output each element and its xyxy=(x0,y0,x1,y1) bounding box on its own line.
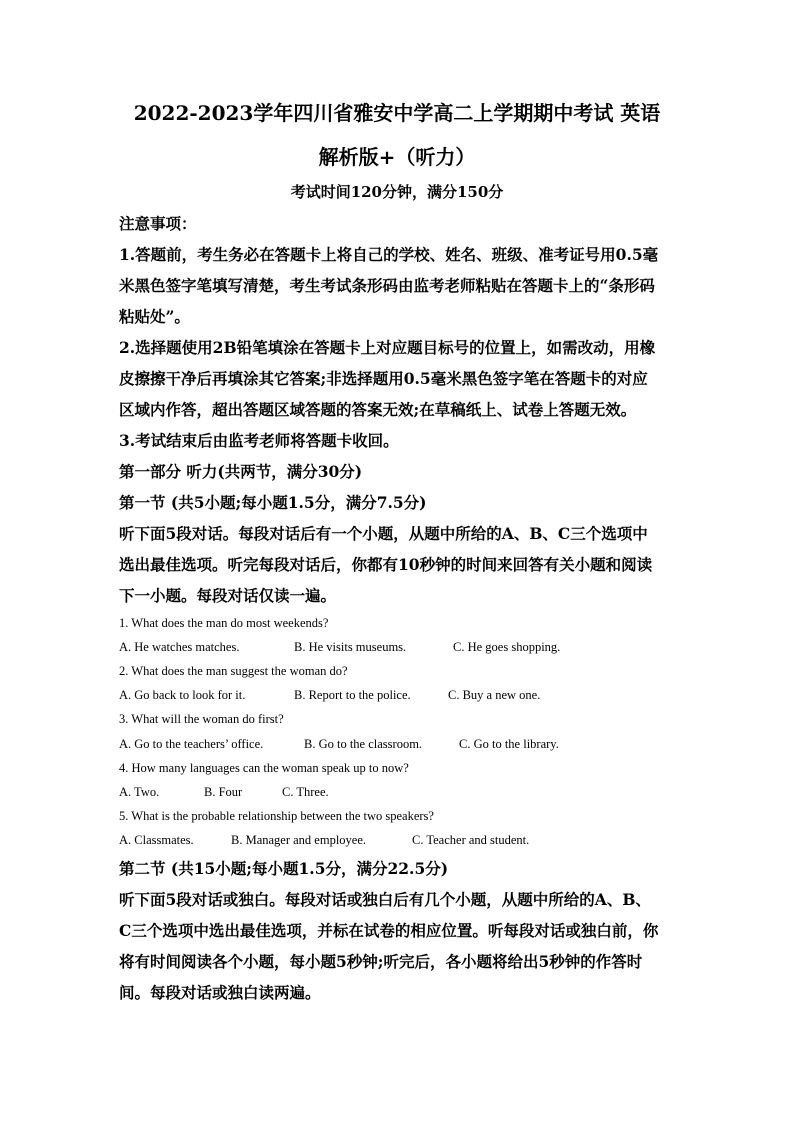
notice-item-3: 3.考试结束后由监考老师将答题卡收回。 xyxy=(119,431,399,450)
section1-instructions-line-1: 听下面5段对话。每段对话后有一个小题，从题中所给的A、B、C三个选项中 xyxy=(119,524,648,543)
question-5-option-b: B. Manager and employee. xyxy=(231,833,367,847)
notice-item-2-line-3: 区域内作答，超出答题区域答题的答案无效;在草稿纸上、试卷上答题无效。 xyxy=(119,400,637,419)
question-3-stem: 3. What will the woman do first? xyxy=(119,712,284,726)
question-4-option-c: C. Three. xyxy=(282,785,329,799)
question-3-option-b: B. Go to the classroom. xyxy=(304,737,423,751)
notice-item-1-line-3: 粘贴处”。 xyxy=(119,307,190,326)
notice-item-2-line-2: 皮擦擦干净后再填涂其它答案;非选择题用0.5毫米黑色签字笔在答题卡的对应 xyxy=(119,369,648,388)
question-4-stem: 4. How many languages can the woman speak up to now? xyxy=(119,761,409,775)
document-title-line-2: 解析版+（听力） xyxy=(318,145,476,169)
section2-heading: 第二节 (共15小题;每小题1.5分，满分22.5分) xyxy=(119,859,449,878)
question-5-stem: 5. What is the probable relationship between the two speakers? xyxy=(119,809,434,823)
question-2-option-c: C. Buy a new one. xyxy=(448,688,541,702)
question-4-option-b: B. Four xyxy=(204,785,243,799)
exam-info: 考试时间120分钟，满分150分 xyxy=(290,183,504,201)
section1-instructions-line-3: 下一小题。每段对话仅读一遍。 xyxy=(119,586,337,605)
notice-heading: 注意事项： xyxy=(119,214,197,233)
document-title-line-1: 2022-2023学年四川省雅安中学高二上学期期中考试 英语 xyxy=(133,101,661,125)
notice-item-1-line-1: 1.答题前，考生务必在答题卡上将自己的学校、姓名、班级、准考证号用0.5毫 xyxy=(119,245,659,264)
section1-instructions-line-2: 选出最佳选项。听完每段对话后，你都有10秒钟的时间来回答有关小题和阅读 xyxy=(119,555,653,574)
question-1-stem: 1. What does the man do most weekends? xyxy=(119,616,329,630)
section2-instructions-line-4: 间。每段对话或独白读两遍。 xyxy=(119,983,321,1002)
notice-item-2-line-1: 2.选择题使用2B铅笔填涂在答题卡上对应题目标号的位置上，如需改动，用橡 xyxy=(119,338,656,357)
question-2-stem: 2. What does the man suggest the woman do? xyxy=(119,664,348,678)
question-3-options xyxy=(119,737,679,755)
question-5-option-a: A. Classmates. xyxy=(119,833,194,847)
question-1-option-a: A. He watches matches. xyxy=(119,640,240,654)
part1-heading: 第一部分 听力(共两节，满分30分) xyxy=(119,462,363,481)
question-3-option-c: C. Go to the library. xyxy=(459,737,559,751)
question-3-option-a: A. Go to the teachers’ office. xyxy=(119,737,264,751)
section1-heading: 第一节 (共5小题;每小题1.5分，满分7.5分) xyxy=(119,493,427,512)
section2-instructions-line-3: 将有时间阅读各个小题，每小题5秒钟;听完后，各小题将给出5秒钟的作答时 xyxy=(119,952,643,971)
section2-instructions-line-2: C三个选项中选出最佳选项，并标在试卷的相应位置。听每段对话或独白前，你 xyxy=(119,921,659,940)
question-1-options xyxy=(119,640,679,658)
question-5-option-c: C. Teacher and student. xyxy=(412,833,530,847)
question-2-option-b: B. Report to the police. xyxy=(294,688,411,702)
question-4-option-a: A. Two. xyxy=(119,785,160,799)
question-4-options xyxy=(119,785,679,803)
question-1-option-c: C. He goes shopping. xyxy=(453,640,561,654)
question-2-options xyxy=(119,688,679,706)
notice-item-1-line-2: 米黑色签字笔填写清楚，考生考试条形码由监考老师粘贴在答题卡上的“条形码 xyxy=(119,276,655,295)
question-5-options xyxy=(119,833,679,851)
section2-instructions-line-1: 听下面5段对话或独白。每段对话或独白后有几个小题，从题中所给的A、B、 xyxy=(119,890,651,909)
question-1-option-b: B. He visits museums. xyxy=(294,640,407,654)
question-2-option-a: A. Go back to look for it. xyxy=(119,688,246,702)
